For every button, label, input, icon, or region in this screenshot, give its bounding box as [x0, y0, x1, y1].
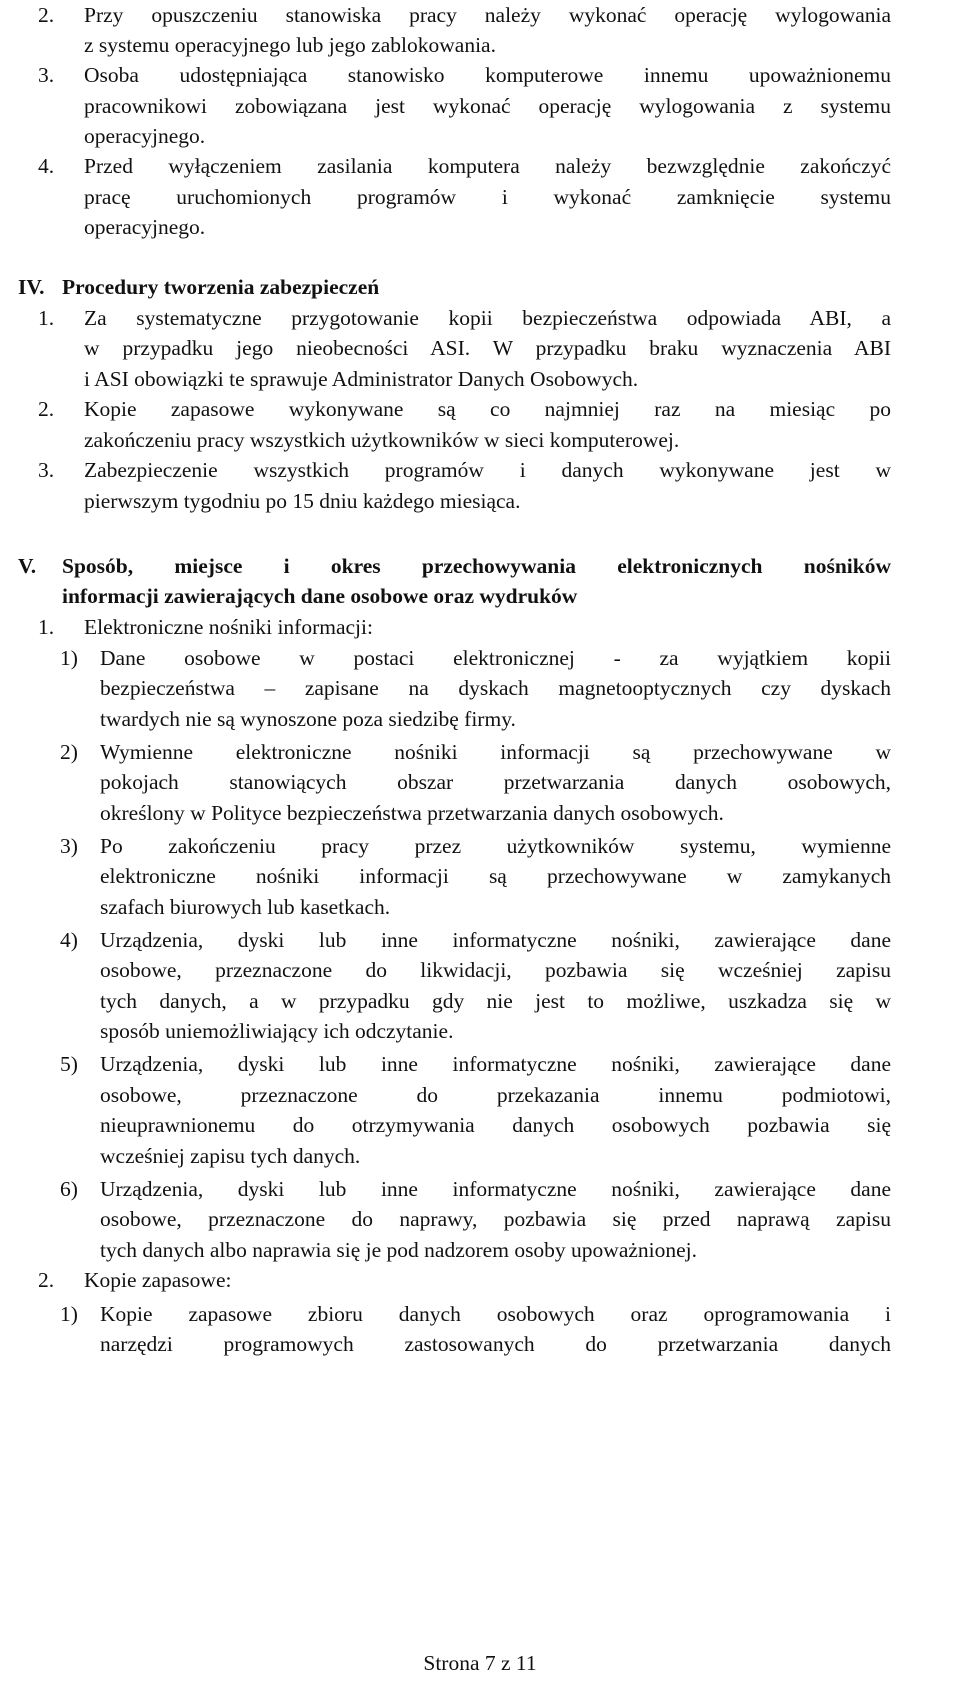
text-line: Zabezpieczenie wszystkich programów i danych wykonywane jest w	[84, 458, 891, 482]
list-number: 2.	[38, 1268, 55, 1292]
section-heading: Procedury tworzenia zabezpieczeń	[62, 275, 380, 299]
list-number: 3.	[38, 458, 55, 482]
text-line: Osoba udostępniająca stanowisko komputerowe innemu upoważnionemu	[84, 63, 891, 87]
sublist-number: 6)	[60, 1177, 78, 1201]
text-line: sposób uniemożliwiający ich odczytanie.	[100, 1019, 454, 1043]
text-line: wcześniej zapisu tych danych.	[100, 1144, 361, 1168]
text-line: określony w Polityce bezpieczeństwa przetwarzania danych osobowych.	[100, 801, 724, 825]
sublist-number: 4)	[60, 928, 78, 952]
list-label: Kopie zapasowe:	[84, 1268, 232, 1292]
text-line: zakończeniu pracy wszystkich użytkowników w sieci komputerowej.	[84, 428, 680, 452]
text-line: tych danych albo naprawia się je pod nadzorem osoby upoważnionej.	[100, 1238, 698, 1262]
text-line: Kopie zapasowe zbioru danych osobowych oraz oprogramowania i	[100, 1302, 891, 1326]
text-line: w przypadku jego nieobecności ASI. W przypadku braku wyznaczenia ABI	[84, 336, 891, 360]
text-line: Po zakończeniu pracy przez użytkowników systemu, wymienne	[100, 834, 891, 858]
section-number: V.	[18, 554, 37, 578]
text-line: pokojach stanowiących obszar przetwarzania danych osobowych,	[100, 770, 891, 794]
list-number: 4.	[38, 154, 55, 178]
list-number: 2.	[38, 3, 55, 27]
list-number: 1.	[38, 306, 55, 330]
text-line: osobowe, przeznaczone do naprawy, pozbawia się przed naprawą zapisu	[100, 1207, 891, 1231]
text-line: Kopie zapasowe wykonywane są co najmniej raz na miesiąc po	[84, 397, 891, 421]
text-line: Przy opuszczeniu stanowiska pracy należy wykonać operację wylogowania	[84, 3, 891, 27]
text-line: osobowe, przeznaczone do likwidacji, pozbawia się wcześniej zapisu	[100, 958, 891, 982]
section-number: IV.	[18, 275, 45, 299]
sublist-number: 3)	[60, 834, 78, 858]
text-line: narzędzi programowych zastosowanych do przetwarzania danych	[100, 1332, 891, 1356]
list-number: 1.	[38, 615, 55, 639]
section-heading: Sposób, miejsce i okres przechowywania elektronicznych nośników	[62, 554, 891, 578]
text-line: osobowe, przeznaczone do przekazania innemu podmiotowi,	[100, 1083, 891, 1107]
text-line: Urządzenia, dyski lub inne informatyczne nośniki, zawierające dane	[100, 1052, 891, 1076]
sublist-number: 1)	[60, 1302, 78, 1326]
text-line: z systemu operacyjnego lub jego zablokowania.	[84, 33, 496, 57]
text-line: pracę uruchomionych programów i wykonać zamknięcie systemu	[84, 185, 891, 209]
page-number-footer: Strona 7 z 11	[423, 1651, 537, 1675]
text-line: szafach biurowych lub kasetkach.	[100, 895, 391, 919]
text-line: Za systematyczne przygotowanie kopii bezpieczeństwa odpowiada ABI, a	[84, 306, 891, 330]
list-number: 2.	[38, 397, 55, 421]
text-line: operacyjnego.	[84, 124, 206, 148]
text-line: nieuprawnionemu do otrzymywania danych osobowych pozbawia się	[100, 1113, 891, 1137]
sublist-number: 1)	[60, 646, 78, 670]
text-line: operacyjnego.	[84, 215, 206, 239]
list-label: Elektroniczne nośniki informacji:	[84, 615, 373, 639]
text-line: tych danych, a w przypadku gdy nie jest to możliwe, uszkadza się w	[100, 989, 891, 1013]
text-line: bezpieczeństwa – zapisane na dyskach magnetooptycznych czy dyskach	[100, 676, 891, 700]
text-line: pracownikowi zobowiązana jest wykonać operację wylogowania z systemu	[84, 94, 891, 118]
text-line: Wymienne elektroniczne nośniki informacji są przechowywane w	[100, 740, 891, 764]
sublist-number: 5)	[60, 1052, 78, 1076]
text-line: twardych nie są wynoszone poza siedzibę firmy.	[100, 707, 516, 731]
text-line: Urządzenia, dyski lub inne informatyczne nośniki, zawierające dane	[100, 1177, 891, 1201]
text-line: elektroniczne nośniki informacji są przechowywane w zamykanych	[100, 864, 891, 888]
text-line: pierwszym tygodniu po 15 dniu każdego miesiąca.	[84, 489, 521, 513]
text-line: Dane osobowe w postaci elektronicznej - za wyjątkiem kopii	[100, 646, 891, 670]
text-line: Przed wyłączeniem zasilania komputera należy bezwzględnie zakończyć	[84, 154, 891, 178]
text-line: i ASI obowiązki te sprawuje Administrator Danych Osobowych.	[84, 367, 639, 391]
section-heading: informacji zawierających dane osobowe oraz wydruków	[62, 584, 578, 608]
list-number: 3.	[38, 63, 55, 87]
sublist-number: 2)	[60, 740, 78, 764]
text-line: Urządzenia, dyski lub inne informatyczne nośniki, zawierające dane	[100, 928, 891, 952]
